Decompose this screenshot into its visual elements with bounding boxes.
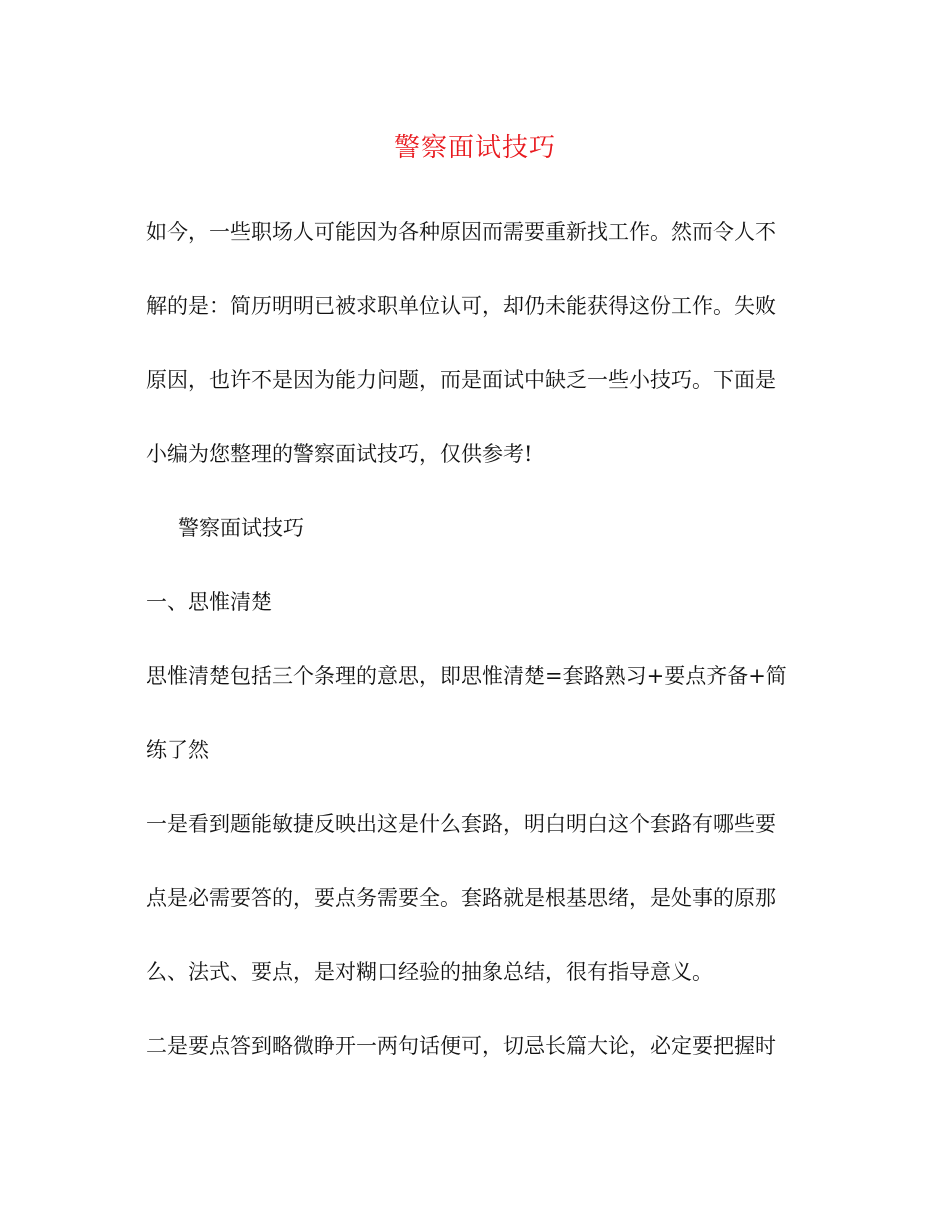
body-line-11: 么、法式、要点，是对糊口经验的抽象总结，很有指导意义。 xyxy=(146,960,713,984)
document-title: 警察面试技巧 xyxy=(393,133,556,163)
body-line-3: 原因，也许不是因为能力问题，而是面试中缺乏一些小技巧。下面是 xyxy=(146,368,776,392)
body-line-7: 思惟清楚包括三个条理的意思，即思惟清楚=套路熟习+要点齐备+简 xyxy=(146,664,787,688)
body-line-9: 一是看到题能敏捷反映出这是什么套路，明白明白这个套路有哪些要 xyxy=(146,812,776,836)
subheading-1: 一、思惟清楚 xyxy=(146,590,272,614)
body-line-2: 解的是：简历明明已被求职单位认可，却仍未能获得这份工作。失败 xyxy=(146,294,776,318)
section-heading: 警察面试技巧 xyxy=(178,516,304,540)
body-line-10: 点是必需要答的，要点务需要全。套路就是根基思绪，是处事的原那 xyxy=(146,886,776,910)
document-body xyxy=(146,212,806,1100)
body-line-12: 二是要点答到略微睁开一两句话便可，切忌长篇大论，必定要把握时 xyxy=(146,1034,776,1058)
body-line-8: 练了然 xyxy=(146,738,209,762)
body-line-1: 如今，一些职场人可能因为各种原因而需要重新找工作。然而令人不 xyxy=(146,220,776,244)
body-line-4: 小编为您整理的警察面试技巧，仅供参考! xyxy=(146,442,533,466)
